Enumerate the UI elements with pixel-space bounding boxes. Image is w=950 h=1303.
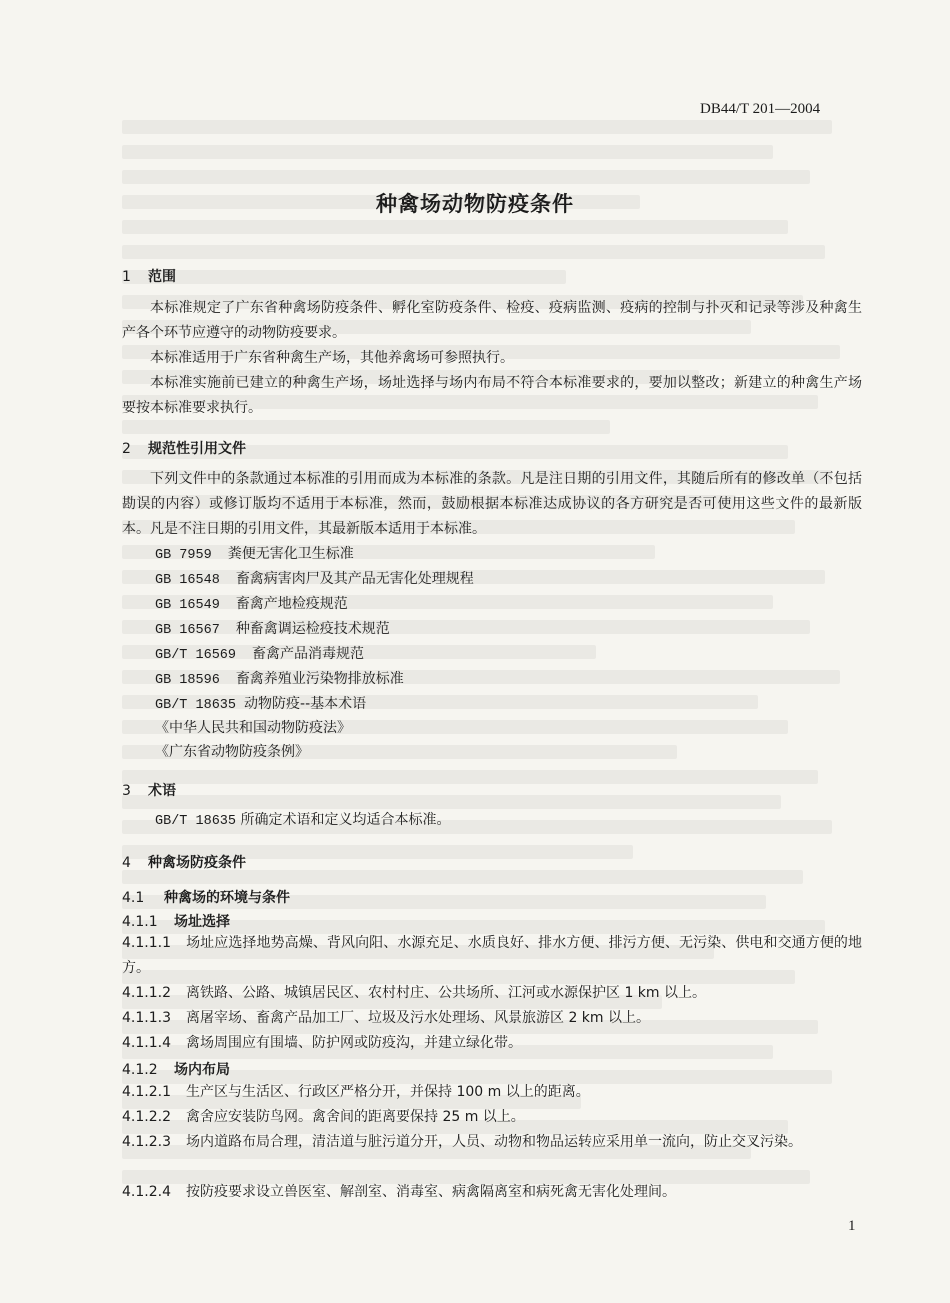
terms-statement: GB/T 18635 所确定术语和定义均适合本标准。 xyxy=(155,812,451,829)
section-heading-3 xyxy=(122,780,176,800)
clause-item: 4.1.1.3 离屠宰场、畜禽产品加工厂、垃圾及污水处理场、风景旅游区 2 km 以上。 xyxy=(122,1010,651,1026)
page-title: 种禽场动物防疫条件 xyxy=(376,192,574,216)
section-title: 范围 xyxy=(148,269,176,285)
subsection-heading-4-1: 4.1 种禽场的环境与条件 xyxy=(122,890,290,906)
page-number: 1 xyxy=(848,1218,856,1234)
reference-item: GB/T 16569 畜禽产品消毒规范 xyxy=(155,646,365,663)
reference-item: GB/T 18635 动物防疫--基本术语 xyxy=(155,696,367,713)
law-reference: 《广东省动物防疫条例》 xyxy=(155,744,309,760)
reference-item: GB 16567 种畜禽调运检疫技术规范 xyxy=(155,621,390,638)
section-title: 规范性引用文件 xyxy=(148,441,246,457)
paragraph: 下列文件中的条款通过本标准的引用而成为本标准的条款。凡是注日期的引用文件，其随后所有的修改单（不包括勘误的内容）或修订版均不适用于本标准，然而，鼓励根据本标准达成协议的各方研究是否可使用这些文件的最新版本。凡是不注日期的引用文件，其最新版本适用于本标准。 xyxy=(122,471,862,537)
law-reference: 《中华人民共和国动物防疫法》 xyxy=(155,720,351,736)
paragraph: 本标准规定了广东省种禽场防疫条件、孵化室防疫条件、检疫、疫病监测、疫病的控制与扑灭和记录等涉及种禽生产各个环节应遵守的动物防疫要求。 xyxy=(122,300,862,341)
section-heading-4 xyxy=(122,852,246,872)
section-number: 4 xyxy=(122,855,131,871)
section-title: 种禽场防疫条件 xyxy=(148,855,246,871)
reference-item: GB 18596 畜禽养殖业污染物排放标准 xyxy=(155,671,404,688)
section-heading-2 xyxy=(122,438,246,458)
section-title: 术语 xyxy=(148,783,176,799)
clause-item: 4.1.2.4 按防疫要求设立兽医室、解剖室、消毒室、病禽隔离室和病死禽无害化处理间。 xyxy=(122,1184,676,1200)
paragraph: 本标准实施前已建立的种禽生产场，场址选择与场内布局不符合本标准要求的，要加以整改；新建立的种禽生产场要按本标准要求执行。 xyxy=(122,375,862,416)
subsection-heading-4-1-2: 4.1.2 场内布局 xyxy=(122,1062,230,1078)
document-number: DB44/T 201—2004 xyxy=(700,101,821,117)
clause-item: 4.1.2.2 禽舍应安装防鸟网。禽舍间的距离要保持 25 m 以上。 xyxy=(122,1109,525,1125)
clause-item: 4.1.2.1 生产区与生活区、行政区严格分开，并保持 100 m 以上的距离。 xyxy=(122,1084,590,1100)
clause-item: 4.1.1.4 禽场周围应有围墙、防护网或防疫沟，并建立绿化带。 xyxy=(122,1035,522,1051)
clause-item: 4.1.1.1 场址应选择地势高燥、背风向阳、水源充足、水质良好、排水方便、排污方便、无污染、供电和交通方便的地方。 xyxy=(122,935,862,976)
section-number: 1 xyxy=(122,269,131,285)
section-number: 3 xyxy=(122,783,131,799)
section-heading-1 xyxy=(122,266,176,286)
section-number: 2 xyxy=(122,441,131,457)
reference-item: GB 7959 粪便无害化卫生标准 xyxy=(155,546,354,563)
clause-item: 4.1.1.2 离铁路、公路、城镇居民区、农村村庄、公共场所、江河或水源保护区 1 km 以上。 xyxy=(122,985,707,1001)
paragraph: 本标准适用于广东省种禽生产场，其他养禽场可参照执行。 xyxy=(150,350,514,366)
reference-item: GB 16549 畜禽产地检疫规范 xyxy=(155,596,348,613)
reference-item: GB 16548 畜禽病害肉尸及其产品无害化处理规程 xyxy=(155,571,474,588)
subsection-heading-4-1-1: 4.1.1 场址选择 xyxy=(122,914,230,930)
clause-item: 4.1.2.3 场内道路布局合理，清洁道与脏污道分开，人员、动物和物品运转应采用单一流向，防止交叉污染。 xyxy=(122,1134,802,1150)
